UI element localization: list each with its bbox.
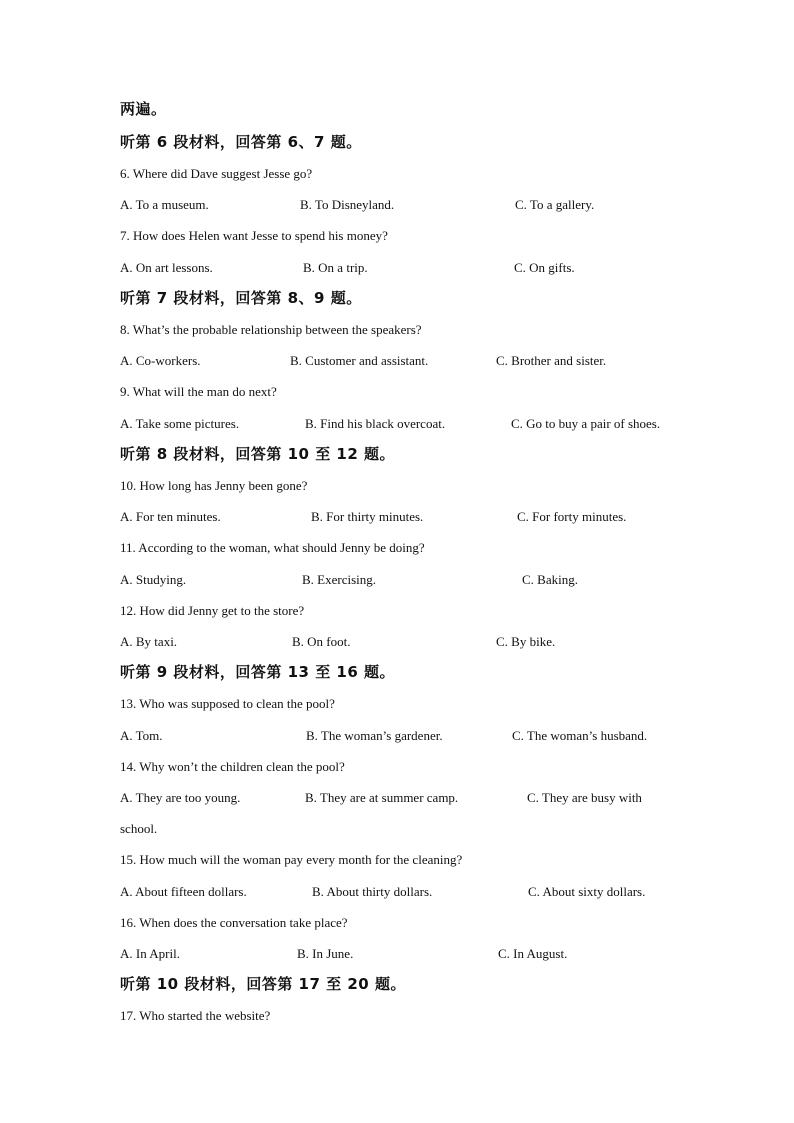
question: 14. Why won’t the children clean the pool? [120,759,345,774]
question: 15. How much will the woman pay every month for the cleaning? [120,852,463,867]
option-c: C. Go to buy a pair of shoes. [511,416,661,431]
option-c: C. Brother and sister. [496,353,607,368]
intro-text: 两遍。 [120,100,167,118]
section-heading: 听第 9 段材料，回答第 13 至 16 题。 [120,663,396,681]
option-a: A. Co-workers. [120,353,201,368]
option-a: A. Take some pictures. [120,416,240,431]
option-a: A. About fifteen dollars. [120,884,247,899]
option-c: C. The woman’s husband. [512,728,648,743]
option-a: A. Tom. [120,728,163,743]
option-b: B. For thirty minutes. [311,509,424,524]
option-a: A. By taxi. [120,634,178,649]
option-a: A. They are too young. [120,790,241,805]
option-b: B. Customer and assistant. [290,353,429,368]
question: 9. What will the man do next? [120,384,277,399]
option-c: C. For forty minutes. [517,509,627,524]
question: 17. Who started the website? [120,1008,271,1023]
option-c: C. About sixty dollars. [528,884,646,899]
question: 10. How long has Jenny been gone? [120,478,308,493]
option-b: B. The woman’s gardener. [306,728,443,743]
option-c: C. By bike. [496,634,556,649]
question: 7. How does Helen want Jesse to spend his money? [120,228,388,243]
option-a: A. For ten minutes. [120,509,221,524]
question: 13. Who was supposed to clean the pool? [120,696,335,711]
option-b: B. Find his black overcoat. [305,416,446,431]
option-c: C. They are busy with [527,790,642,805]
section-heading: 听第 8 段材料，回答第 10 至 12 题。 [120,445,396,463]
option-b: B. To Disneyland. [300,197,395,212]
option-b: B. Exercising. [302,572,377,587]
option-c: C. Baking. [522,572,578,587]
option-c: C. In August. [498,946,568,961]
option-a: A. In April. [120,946,180,961]
option-b: B. On a trip. [303,260,368,275]
question: 6. Where did Dave suggest Jesse go? [120,166,313,181]
question: 16. When does the conversation take place? [120,915,348,930]
question: 8. What’s the probable relationship between the speakers? [120,322,422,337]
option-a: A. On art lessons. [120,260,213,275]
option-a: A. Studying. [120,572,187,587]
option-c: C. To a gallery. [515,197,595,212]
section-heading: 听第 6 段材料，回答第 6、7 题。 [120,133,362,151]
option-b: B. About thirty dollars. [312,884,433,899]
option-b: B. They are at summer camp. [305,790,459,805]
question: 12. How did Jenny get to the store? [120,603,305,618]
section-heading: 听第 7 段材料，回答第 8、9 题。 [120,289,362,307]
section-heading: 听第 10 段材料，回答第 17 至 20 题。 [120,975,406,993]
option-b: B. In June. [297,946,354,961]
option-a: A. To a museum. [120,197,209,212]
option-c-wrap: school. [120,821,158,836]
question: 11. According to the woman, what should Jenny be doing? [120,540,425,555]
option-c: C. On gifts. [514,260,575,275]
option-b: B. On foot. [292,634,351,649]
